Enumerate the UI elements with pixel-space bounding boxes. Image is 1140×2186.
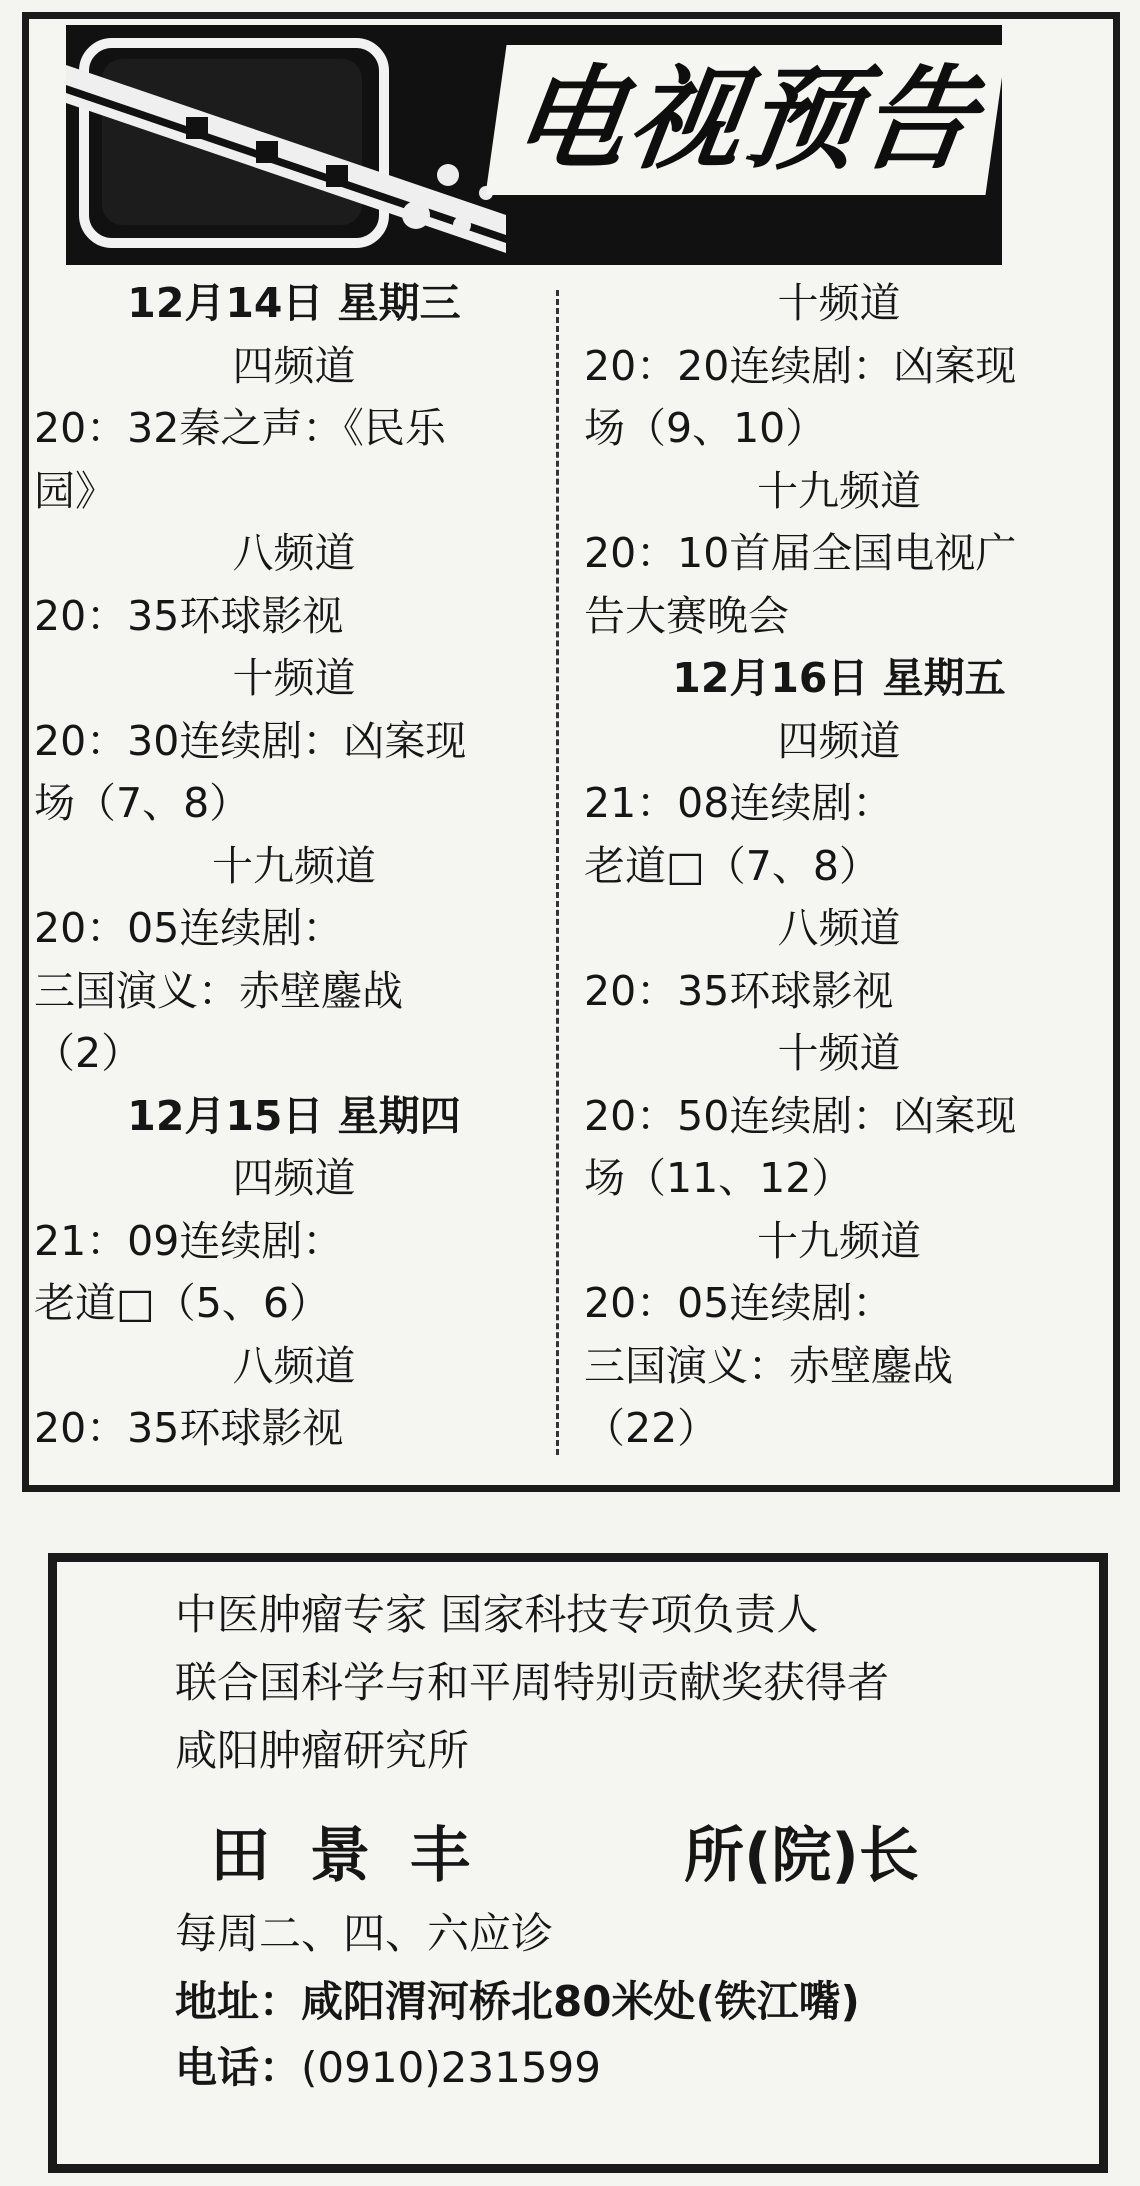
- ad-address: [175, 1974, 860, 2030]
- listings-left-column: [34, 272, 554, 1460]
- tv-preview-banner: [66, 25, 1002, 265]
- channel-heading: 四频道: [232, 1154, 356, 1202]
- doctor-name: 田景丰: [210, 1821, 510, 1891]
- program-line: （22）: [584, 1404, 719, 1452]
- program-line: 场（11、12）: [584, 1154, 853, 1202]
- channel-heading: 十九频道: [757, 466, 921, 515]
- program-line: 老道□（5、6）: [34, 1279, 330, 1327]
- program-line: 20：32秦之声：《民乐: [34, 404, 446, 452]
- date-heading: 12月14日 星期三: [127, 279, 461, 327]
- channel-heading: 八频道: [232, 529, 356, 577]
- doctor-title: 所(院)长: [684, 1821, 919, 1891]
- channel-heading: 十频道: [777, 279, 901, 327]
- program-line: 三国演义：赤壁鏖战: [584, 1341, 953, 1390]
- program-line: 园》: [34, 466, 116, 515]
- phone-label: 电话：: [175, 2043, 302, 2092]
- program-line: 20：20连续剧：凶案现: [584, 341, 1017, 390]
- channel-heading: 十九频道: [212, 841, 376, 890]
- program-line: 三国演义：赤壁鏖战: [34, 966, 403, 1015]
- program-line: 21：08连续剧：: [584, 779, 894, 827]
- listings-right-column: [584, 272, 1094, 1460]
- address-label: 地址：: [175, 1977, 302, 2026]
- date-heading: 12月16日 星期五: [672, 654, 1006, 702]
- column-divider: [556, 290, 559, 1455]
- ad-schedule: 每周二、四、六应诊: [175, 1909, 554, 1958]
- program-line: （2）: [34, 1029, 143, 1077]
- program-line: 告大赛晚会: [584, 591, 789, 640]
- date-heading: 12月15日 星期四: [127, 1091, 461, 1140]
- program-line: 20：30连续剧：凶案现: [34, 716, 467, 765]
- channel-heading: 十频道: [777, 1029, 901, 1077]
- program-line: 20：05连续剧：: [34, 904, 344, 952]
- channel-heading: 四频道: [777, 716, 901, 765]
- program-line: 20：35环球影视: [34, 591, 344, 640]
- program-line: 20：35环球影视: [584, 966, 894, 1015]
- ad-phone: [175, 2040, 601, 2096]
- banner-title: 电视预告: [485, 45, 1002, 195]
- ad-credential-1: 中医肿瘤专家 国家科技专项负责人: [175, 1590, 819, 1639]
- television-illustration: [66, 25, 506, 265]
- ad-credential-2: 联合国科学与和平周特别贡献奖获得者: [175, 1658, 890, 1707]
- program-line: 21：09连续剧：: [34, 1216, 344, 1265]
- program-line: 场（7、8）: [34, 779, 251, 827]
- channel-heading: 八频道: [777, 904, 901, 952]
- program-line: 20：10首届全国电视广: [584, 529, 1017, 577]
- program-line: 20：35环球影视: [34, 1404, 344, 1452]
- program-line: 老道□（7、8）: [584, 841, 880, 890]
- ad-institute: 咸阳肿瘤研究所: [175, 1726, 470, 1775]
- program-line: 场（9、10）: [584, 404, 827, 452]
- channel-heading: 四频道: [232, 341, 356, 390]
- channel-heading: 十频道: [232, 654, 356, 702]
- channel-heading: 十九频道: [757, 1216, 921, 1265]
- channel-heading: 八频道: [232, 1341, 356, 1390]
- address-value: 咸阳渭河桥北80米处(铁江嘴): [301, 1977, 860, 2026]
- phone-value: (0910)231599: [301, 2043, 602, 2092]
- program-line: 20：05连续剧：: [584, 1279, 894, 1327]
- program-line: 20：50连续剧：凶案现: [584, 1091, 1017, 1140]
